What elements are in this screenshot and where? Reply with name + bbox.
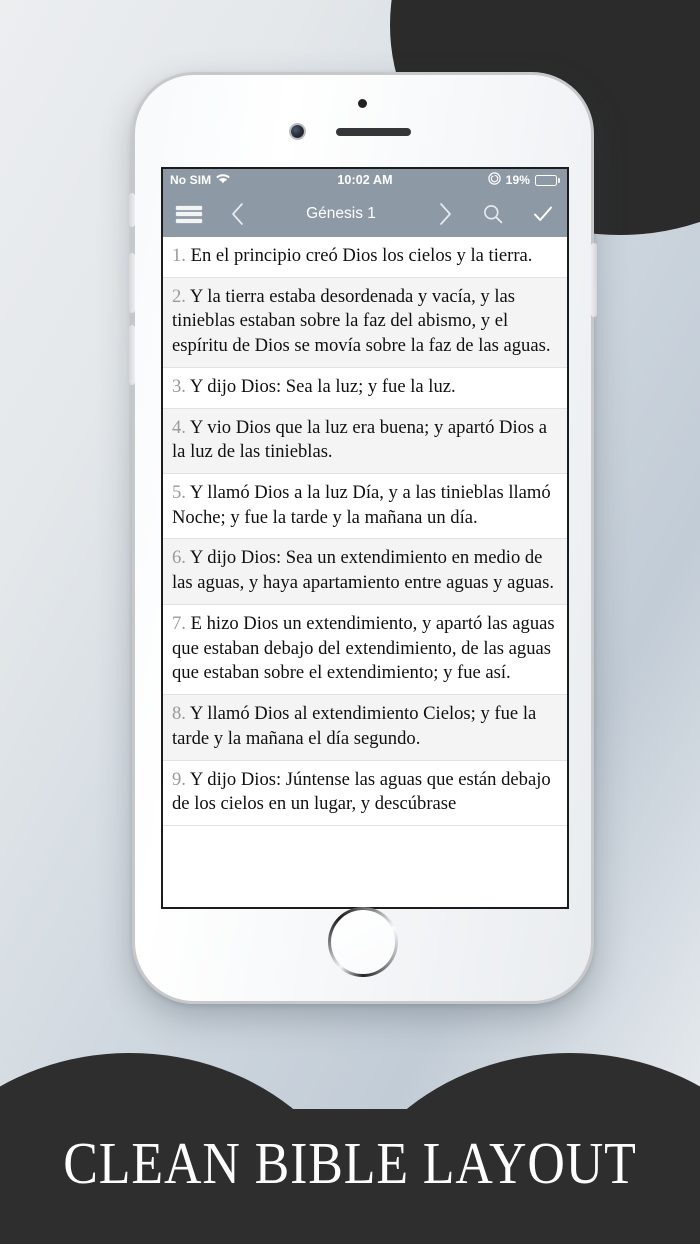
verse-number: 5. xyxy=(172,482,186,504)
verse-number: 7. xyxy=(172,612,186,634)
verse-row[interactable] xyxy=(163,409,567,474)
verse-number: 8. xyxy=(172,703,186,725)
chevron-left-icon[interactable] xyxy=(215,202,259,226)
verse-number: 4. xyxy=(172,416,186,438)
battery-icon xyxy=(535,175,560,186)
verse-row[interactable] xyxy=(163,605,567,695)
chapter-title[interactable]: Génesis 1 xyxy=(306,205,376,222)
verse-text: Y vio Dios que la luz era buena; y apartó Dios a la luz de las tinieblas. xyxy=(172,416,548,463)
status-bar-right xyxy=(440,172,560,188)
verse-text: Y llamó Dios a la luz Día, y a las tinieblas llamó Noche; y fue la tarde y la mañana un día. xyxy=(172,482,551,528)
mute-switch-button[interactable] xyxy=(129,193,135,227)
carrier-label: No SIM xyxy=(170,173,212,187)
hamburger-menu-icon[interactable] xyxy=(163,203,215,225)
verse-text: E hizo Dios un extendimiento, y apartó las aguas que estaban debajo del extendimiento, de las aguas que estaban sobre el extendimiento; y fue así. xyxy=(172,612,555,684)
verse-number: 9. xyxy=(172,768,186,790)
wifi-icon xyxy=(216,173,230,187)
status-bar-time: 10:02 AM xyxy=(337,173,393,187)
verse-text: Y dijo Dios: Sea un extendimiento en medio de las aguas, y haya apartamiento entre aguas y aguas. xyxy=(172,547,555,594)
power-button[interactable] xyxy=(591,243,597,317)
rotation-lock-icon xyxy=(488,172,501,188)
phone-screen xyxy=(161,167,569,909)
verse-number: 3. xyxy=(172,375,186,397)
check-icon[interactable] xyxy=(519,204,567,224)
battery-percent-label: 19% xyxy=(505,173,530,187)
verse-list[interactable] xyxy=(163,237,567,907)
search-icon[interactable] xyxy=(467,203,519,225)
home-button[interactable] xyxy=(328,907,398,977)
banner-title: CLEAN BIBLE LAYOUT xyxy=(63,1130,637,1196)
verse-row[interactable] xyxy=(163,761,567,826)
status-bar xyxy=(163,169,567,191)
verse-text: Y la tierra estaba desordenada y vacía, y las tinieblas estaban sobre la faz del abismo, y el espíritu de Dios se movía sobre la faz de las aguas. xyxy=(172,285,551,357)
navigation-bar xyxy=(163,191,567,237)
verse-text: Y dijo Dios: Júntense las aguas que están debajo de los cielos en un lugar, y descúbrase xyxy=(172,768,551,815)
proximity-sensor-icon xyxy=(358,99,367,108)
verse-row[interactable] xyxy=(163,368,567,409)
verse-number: 2. xyxy=(172,285,186,307)
verse-row[interactable] xyxy=(163,474,567,539)
verse-number: 1. xyxy=(172,245,186,266)
phone-device xyxy=(132,72,594,1004)
verse-row[interactable] xyxy=(163,278,567,368)
earpiece-speaker-icon xyxy=(336,128,411,136)
volume-up-button[interactable] xyxy=(129,253,135,313)
verse-text: En el principio creó Dios los cielos y la tierra. xyxy=(185,245,533,266)
verse-text: Y llamó Dios al extendimiento Cielos; y fue la tarde y la mañana el día segundo. xyxy=(172,703,537,749)
verse-number: 6. xyxy=(172,547,186,569)
verse-row[interactable] xyxy=(163,539,567,604)
verse-row[interactable] xyxy=(163,695,567,760)
verse-row[interactable] xyxy=(163,237,567,278)
chevron-right-icon[interactable] xyxy=(423,202,467,226)
status-bar-left xyxy=(170,173,290,187)
verse-text: Y dijo Dios: Sea la luz; y fue la luz. xyxy=(185,375,456,397)
front-camera-icon xyxy=(291,125,304,138)
volume-down-button[interactable] xyxy=(129,325,135,385)
